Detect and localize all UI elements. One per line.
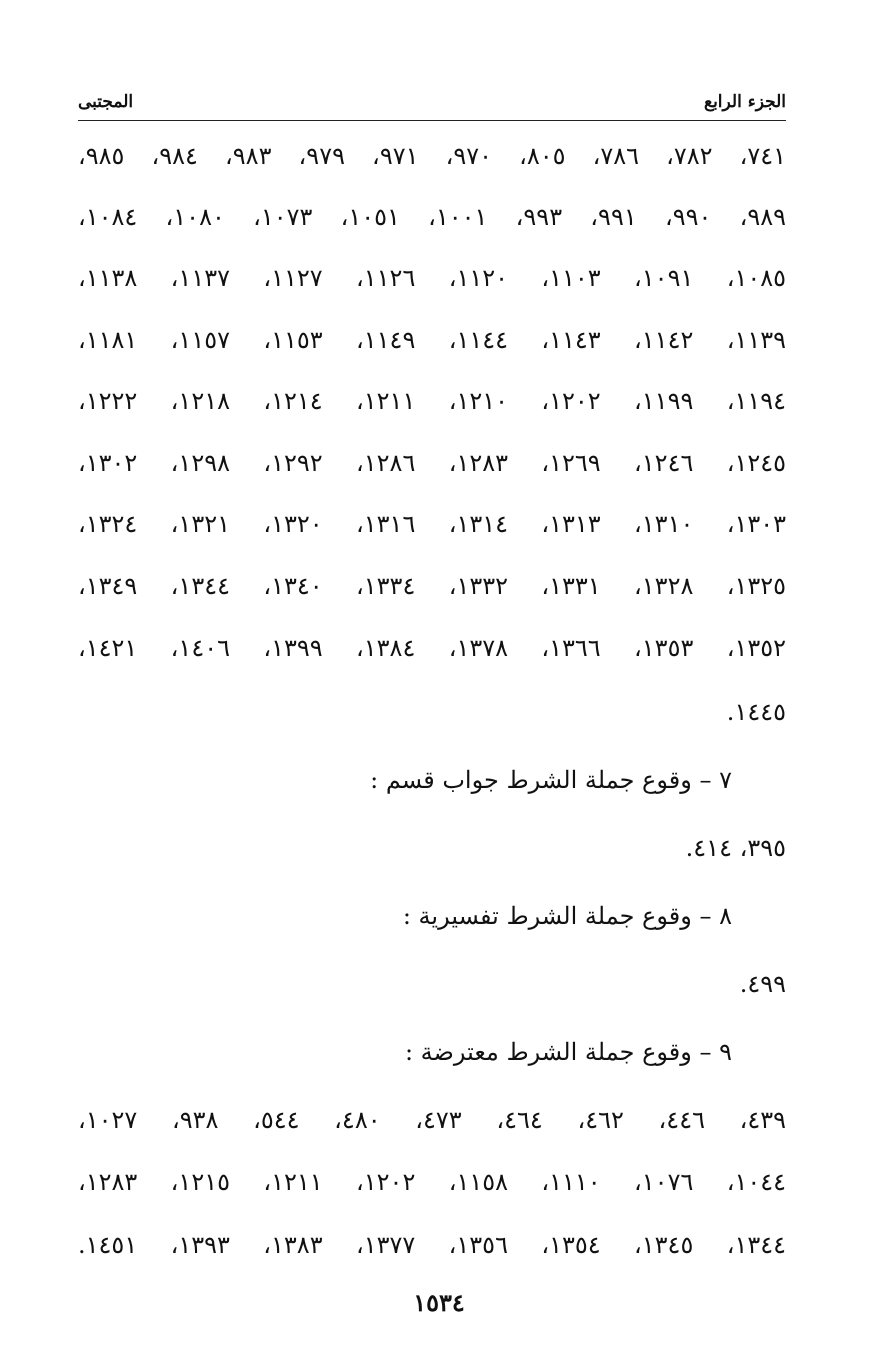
index-line: ١١٩٤، ١١٩٩، ١٢٠٢، ١٢١٠، ١٢١١، ١٢١٤، ١٢١٨، ١٢٢٢، (78, 387, 787, 415)
index-line: ٧٤١، ٧٨٢، ٧٨٦، ٨٠٥، ٩٧٠، ٩٧١، ٩٧٩، ٩٨٣، ٩٨٤، ٩٨٥، (78, 142, 787, 170)
section-heading-7: ٧ – وقوع جملة الشرط جواب قسم : (370, 766, 732, 794)
section-heading-8: ٨ – وقوع جملة الشرط تفسيرية : (402, 902, 732, 930)
index-line: ١٣٠٣، ١٣١٠، ١٣١٣، ١٣١٤، ١٣١٦، ١٣٢٠، ١٣٢١، ١٣٢٤، (78, 510, 787, 538)
index-line: ٩٨٩، ٩٩٠، ٩٩١، ٩٩٣، ١٠٠١، ١٠٥١، ١٠٧٣، ١٠٨٠، ١٠٨٤، (78, 203, 786, 231)
page-number: ١٥٣٤ (413, 1288, 465, 1317)
index-line-end: ١٤٤٥. (726, 698, 786, 726)
section-values-7: ٣٩٥، ٤١٤. (685, 834, 786, 862)
index-line: ١٣٥٢، ١٣٥٣، ١٣٦٦، ١٣٧٨، ١٣٨٤، ١٣٩٩، ١٤٠٦، ١٤٢١، (78, 634, 787, 662)
index-line: ٤٣٩، ٤٤٦، ٤٦٢، ٤٦٤، ٤٧٣، ٤٨٠، ٥٤٤، ٩٣٨، ١٠٢٧، (78, 1106, 787, 1134)
section-values-8: ٤٩٩. (739, 970, 786, 998)
index-line: ١٣٢٥، ١٣٢٨، ١٣٣١، ١٣٣٢، ١٣٣٤، ١٣٤٠، ١٣٤٤، ١٣٤٩، (78, 572, 787, 600)
book-title: المجتبى (78, 92, 134, 112)
index-line: ١١٣٩، ١١٤٢، ١١٤٣، ١١٤٤، ١١٤٩، ١١٥٣، ١١٥٧، ١١٨١، (78, 326, 787, 354)
index-line: ١٠٨٥، ١٠٩١، ١١٠٣، ١١٢٠، ١١٢٦، ١١٢٧، ١١٣٧، ١١٣٨، (78, 264, 787, 292)
volume-title: الجزء الرابع (704, 92, 786, 112)
section-heading-9: ٩ – وقوع جملة الشرط معترضة : (404, 1038, 732, 1066)
index-line: ١٢٤٥، ١٢٤٦، ١٢٦٩، ١٢٨٣، ١٢٨٦، ١٢٩٢، ١٢٩٨، ١٣٠٢، (78, 449, 787, 477)
index-line: ١٣٤٤، ١٣٤٥، ١٣٥٤، ١٣٥٦، ١٣٧٧، ١٣٨٣، ١٣٩٣، ١٤٥١. (78, 1231, 787, 1259)
index-line: ١٠٤٤، ١٠٧٦، ١١١٠، ١١٥٨، ١٢٠٢، ١٢١١، ١٢١٥، ١٢٨٣، (78, 1168, 787, 1196)
running-header (78, 88, 786, 121)
